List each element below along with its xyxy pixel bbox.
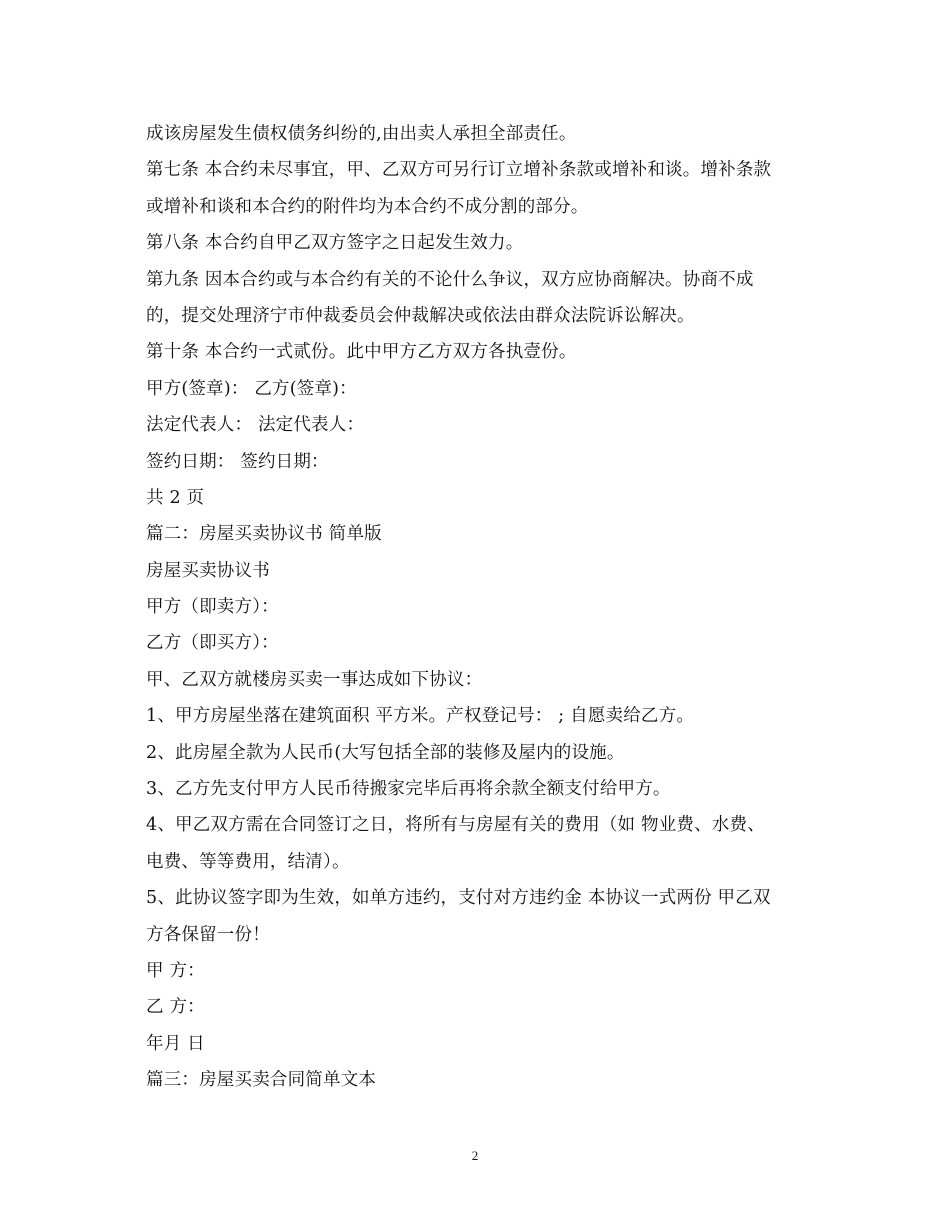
text-line: 成该房屋发生债权债务纠纷的,由出卖人承担全部责任。 — [146, 124, 577, 144]
representative-line: 法定代表人： 法定代表人： — [146, 415, 365, 436]
text-line: 第十条 本合约一式贰份。此中甲方乙方双方各执壹份。 — [146, 342, 577, 363]
page-count-line: 共 2 页 — [146, 487, 205, 508]
party-a-line: 甲方（即卖方）： — [146, 597, 279, 618]
party-b-signature: 乙 方： — [146, 997, 205, 1018]
clause-4-continued: 电费、等等费用，结清）。 — [146, 851, 350, 872]
clause-4: 4、甲乙双方需在合同签订之日，将所有与房屋有关的费用（如 物业费、水费、 — [146, 815, 765, 836]
section-heading: 篇二：房屋买卖协议书 简单版 — [146, 524, 382, 545]
sign-date-line: 签约日期： 签约日期： — [146, 451, 329, 472]
party-b-line: 乙方（即买方）： — [146, 633, 279, 654]
text-line: 第八条 本合约自甲乙双方签字之日起发生效力。 — [146, 233, 524, 254]
clause-2: 2、此房屋全款为人民币(大写包括全部的装修及屋内的设施。 — [146, 742, 625, 763]
signature-line: 甲方(签章)： 乙方(签章)： — [146, 378, 357, 399]
clause-1: 1、甲方房屋坐落在建筑面积 平方米。产权登记号： ; 自愿卖给乙方。 — [146, 706, 695, 727]
date-line: 年月 日 — [146, 1033, 205, 1054]
text-line: 的，提交处理济宁市仲裁委员会仲裁解决或依法由群众法院诉讼解决。 — [146, 305, 695, 326]
page-number: 2 — [471, 1148, 479, 1163]
text-line: 第九条 因本合约或与本合约有关的不论什么争议，双方应协商解决。协商不成 — [146, 269, 754, 290]
party-a-signature: 甲 方： — [146, 960, 205, 981]
clause-5: 5、此协议签字即为生效，如单方违约，支付对方违约金 本协议一式两份 甲乙双 — [146, 888, 771, 909]
text-line: 甲、乙双方就楼房买卖一事达成如下协议： — [146, 669, 483, 690]
text-line: 第七条 本合约未尽事宜，甲、乙双方可另行订立增补条款或增补和谈。增补条款 — [146, 160, 772, 181]
document-title: 房屋买卖协议书 — [146, 560, 270, 581]
text-line: 或增补和谈和本合约的附件均为本合约不成分割的部分。 — [146, 196, 589, 217]
clause-5-continued: 方各保留一份！ — [146, 924, 270, 945]
document-body — [146, 116, 826, 1099]
section-heading: 篇三：房屋买卖合同简单文本 — [146, 1070, 377, 1091]
clause-3: 3、乙方先支付甲方人民币待搬家完毕后再将余款全额支付给甲方。 — [146, 779, 671, 800]
